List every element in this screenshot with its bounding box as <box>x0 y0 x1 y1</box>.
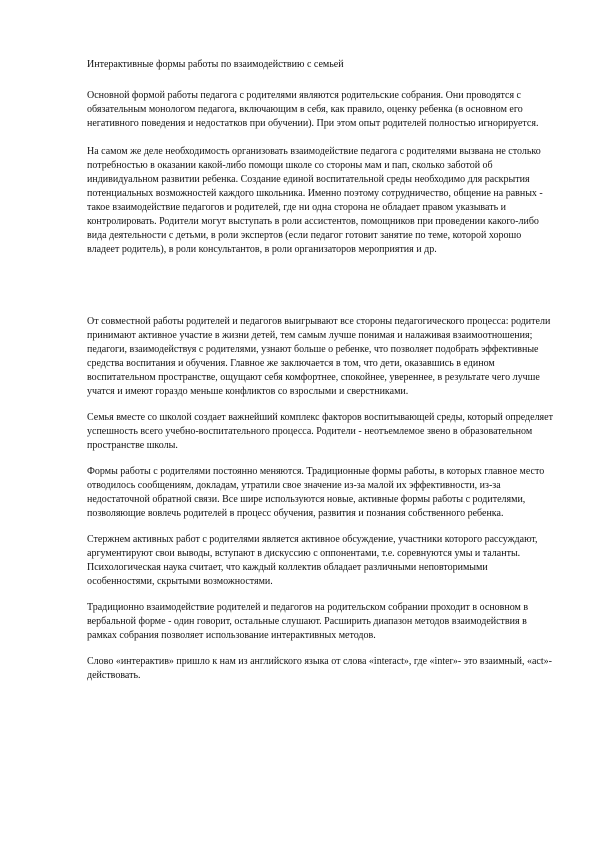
paragraph-parent-meetings: Основной формой работы педагога с родителями являются родительские собрания. Они проводятся с обязательным монологом педагога, включающим в себя, как правило, оценку ребенка (в основном его негативного поведения и недостатков при обучении). При этом опыт родителей полностью игнорируется. <box>87 90 539 129</box>
paragraph-verbal-form: Традиционно взаимодействие родителей и педагогов на родительском собрании проходит в основном в вербальной форме - один говорит, остальные слушают. Расширить диапазон методов взаимодействия в рамках собрания позволяет использование интерактивных методов. <box>87 602 529 641</box>
paragraph-interactive-definition: Слово «интерактив» пришло к нам из английского языка от слова «interact», где «inter»- это взаимный, «act»- действовать. <box>87 656 552 681</box>
paragraph-joint-work-benefits: От совместной работы родителей и педагогов выигрывают все стороны педагогического процесса: родители принимают активное участие в жизни детей, тем самым лучше понимая и налаживая взаимоотношения; педагоги, взаимодействуя с родителями, узнают больше о ребенке, что позволяет подобрать эффективные средства воспитания и обучения. Главное же заключается в том, что дети, оказавшись в едином воспитательном пространстве, ощущают себя комфортнее, спокойнее, увереннее, в результате чего лучше учатся и имеют гораздо меньше конфликтов со взрослыми и сверстниками. <box>87 316 551 397</box>
document-body <box>87 57 555 695</box>
document-title: Интерактивные формы работы по взаимодействию с семьей <box>87 59 344 70</box>
paragraph-active-discussion: Стержнем активных работ с родителями является активное обсуждение, участники которого рассуждают, аргументируют свои выводы, вступают в дискуссию с оппонентами, т.е. соревнуются умы и таланты. Психологическая наука считает, что каждый коллектив обладает различными неповторимыми особенностями, скрытыми возможностями. <box>87 534 538 587</box>
paragraph-forms-of-work: Формы работы с родителями постоянно меняются. Традиционные формы работы, в которых главное место отводилось сообщениям, докладам, утратили свое значение из-за малой их эффективности, из-за недостаточной обратной связи. Все шире используются новые, активные формы работы с родителями, позволяющие вовлечь родителей в процесс обучения, развития и познания собственного ребенка. <box>87 466 545 519</box>
paragraph-interaction-need: На самом же деле необходимость организовать взаимодействие педагога с родителями вызвана не столько потребностью в оказании какой-либо помощи школе со стороны мам и пап, сколько заботой об индивидуальном развитии ребенка. Создание единой воспитательной среды необходимо для раскрытия потенциальных возможностей каждого школьника. Именно поэтому сотрудничество, общение на равных - такое взаимодействие педагогов и родителей, где ни одна сторона не обладает правом указывать и контролировать. Родители могут выступать в роли ассистентов, помощников при проведении какого-либо вида деятельности с детьми, в роли экспертов (если педагог готовит занятие по теме, которой хорошо владеет родитель), в роли консультантов, в роли организаторов мероприятия и др. <box>87 146 543 255</box>
paragraph-family-and-school: Семья вместе со школой создает важнейший комплекс факторов воспитывающей среды, который определяет успешность всего учебно-воспитательного процесса. Родители - неотъемлемое звено в образовательном пространстве школы. <box>87 412 553 451</box>
